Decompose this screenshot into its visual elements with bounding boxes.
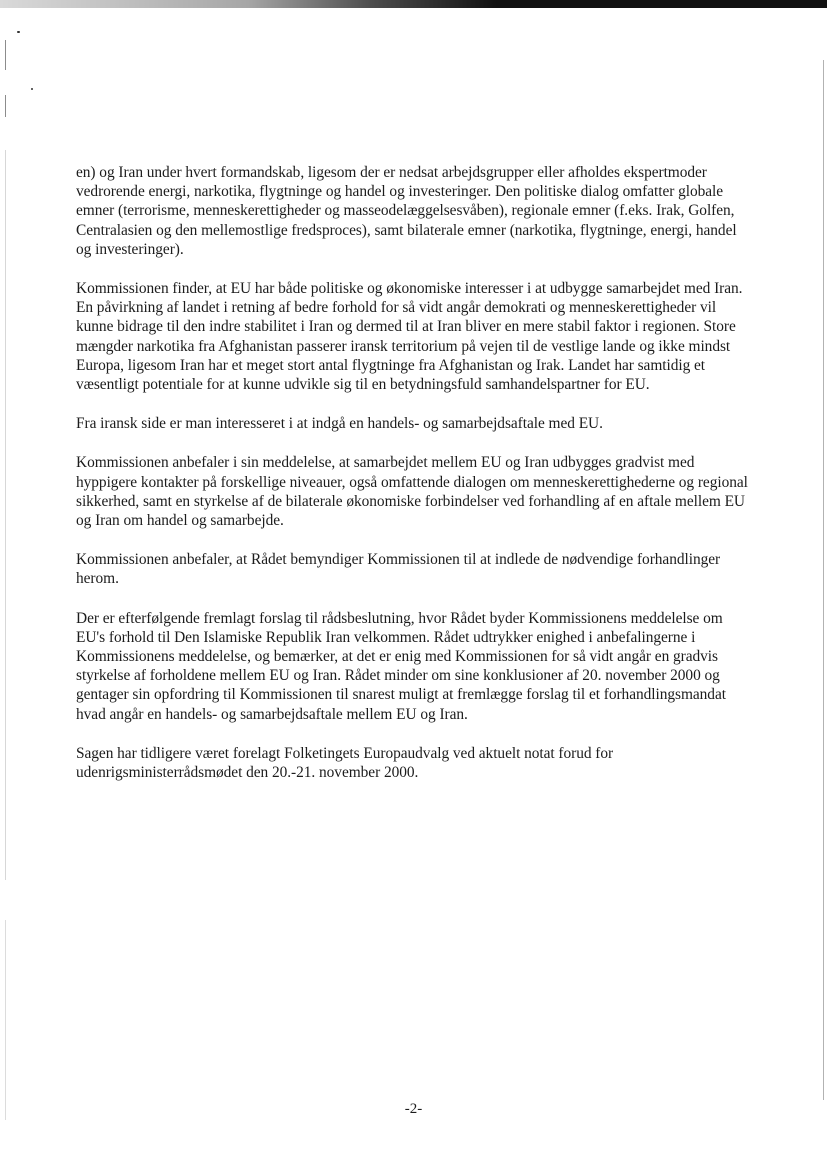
scan-left-edge xyxy=(5,920,6,1120)
paragraph: Der er efterfølgende fremlagt forslag til rådsbeslutning, hvor Rådet byder Kommissionens meddelelse om EU's forhold til Den Islamiske Republik Iran velkommen. Rådet udtrykker enighed i anbefalingerne i Kommissionens meddelelse, og bemærker, at det er enig med Kommissionen for så vidt angår en gradvis styrkelse af forholdene mellem EU og Iran. Rådet minder om sine konklusioner af 20. november 2000 og gentager sin opfordring til Kommissionen til snarest muligt at fremlægge forslag til et forhandlingsmandat hvad angår en handels- og samarbejdsaftale mellem EU og Iran. xyxy=(76,609,726,723)
paragraph: Kommissionen anbefaler, at Rådet bemyndiger Kommissionen til at indlede de nødvendige forhandlinger herom. xyxy=(76,551,721,588)
paragraph: Kommissionen anbefaler i sin meddelelse, at samarbejdet mellem EU og Iran udbygges gradvist med hyppigere kontakter på forskellige niveauer, også omfattende dialogen om menneskerettighederne og regional sikkerhed, samt en styrkelse af de bilaterale økonomiske forbindelser ved forhandling af en aftale mellem EU og Iran om handel og samarbejde. xyxy=(76,454,748,530)
paragraph: Sagen har tidligere været forelagt Folketingets Europaudvalg ved aktuelt notat forud for udenrigsministerrådsmødet den 20.-21. november 2000. xyxy=(76,744,614,782)
paragraph: Kommissionen finder, at EU har både politiske og økonomiske interesser i at udbygge samarbejdet med Iran. En påvirkning af landet i retning af bedre forhold for så vidt angår demokrati og menneskerettigheder vil kunne bidrage til den indre stabilitet i Iran og dermed til at Iran bliver en mere stabil faktor i regionen. Store mængder narkotika fra Afghanistan passerer iransk territorium på vejen til de vestlige lande og ikke mindst Europa, ligesom Iran har et meget stort antal flygtninge fra Afghanistan og Irak. Landet har samtidig et væsentligt potentiale for at kunne udvikle sig til en betydningsfuld samhandelspartner for EU. xyxy=(76,280,743,394)
scan-left-edge xyxy=(5,150,6,880)
paragraph: Fra iransk side er man interesseret i at indgå en handels- og samarbejdsaftale med EU. xyxy=(76,415,603,433)
scan-top-edge xyxy=(0,0,827,8)
scan-left-edge xyxy=(5,40,6,70)
page-number: -2- xyxy=(404,1101,423,1117)
scan-right-edge xyxy=(823,60,824,1100)
document-body xyxy=(76,163,752,802)
scan-speck xyxy=(17,31,20,33)
scan-left-edge xyxy=(5,95,6,117)
scan-speck xyxy=(31,88,33,90)
paragraph: en) og Iran under hvert formandskab, ligesom der er nedsat arbejdsgrupper eller afholdes ekspertmoder vedrorende energi, narkotika, flygtninge og handel og investeringer. Den politiske dialog omfatter globale emner (terrorisme, menneskerettigheder og masseodelæggelsesvåben), regionale emner (f.eks. Irak, Golfen, Centralasien og den mellemostlige fredsproces), samt bilaterale emner (narkotika, flygtninge, energi, handel og investeringer). xyxy=(76,164,737,258)
